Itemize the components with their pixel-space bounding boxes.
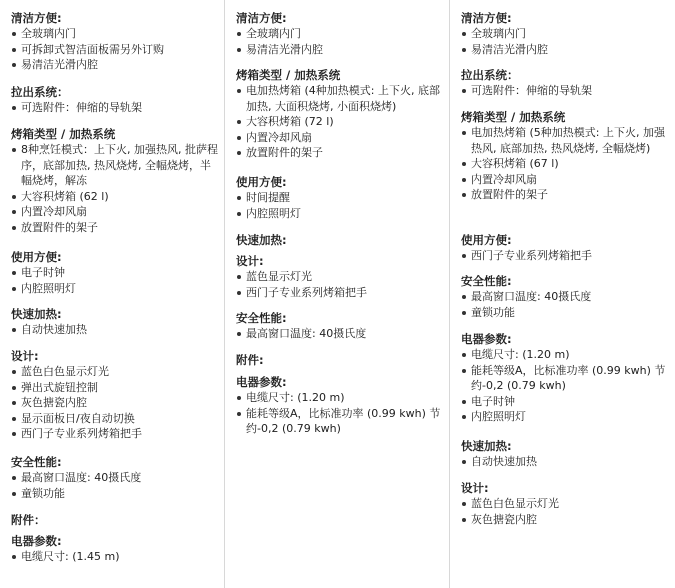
list-item: 灰色搪瓷内腔	[461, 512, 671, 528]
list-item: 可选附件：伸缩的导轨架	[11, 100, 220, 116]
list-item: 西门子专业系列烤箱把手	[236, 285, 445, 301]
list-item: 电缆尺寸: (1.20 m)	[461, 347, 671, 363]
section-heading: 清洁方便:	[461, 11, 512, 25]
list-item: 电缆尺寸: (1.20 m)	[236, 390, 445, 406]
list-item: 最高窗口温度: 40摄氏度	[11, 470, 220, 486]
feature-list	[11, 26, 220, 73]
section-design	[461, 480, 671, 527]
section-heading: 附件:	[236, 353, 264, 367]
section-heading: 使用方便:	[461, 233, 512, 247]
feature-list	[236, 390, 445, 437]
list-item: 8种烹饪模式：上下火, 加强热风, 批萨程序，底部加热, 热风烧烤, 全幅烧烤，半幅烧烤，解冻	[11, 142, 220, 189]
list-item: 可拆卸式智洁面板需另外订购	[11, 42, 220, 58]
section-safety	[11, 454, 220, 501]
section-heading: 电器参数:	[236, 375, 287, 389]
section-pullout	[461, 67, 671, 99]
feature-list	[461, 454, 671, 470]
section-heading: 快速加热:	[461, 439, 512, 453]
list-item: 自动快速加热	[11, 322, 220, 338]
list-item: 西门子专业系列烤箱把手	[461, 248, 671, 264]
feature-list	[461, 347, 671, 425]
section-heading: 拉出系统：	[461, 68, 519, 82]
list-item: 电子时钟	[11, 265, 220, 281]
list-item: 大容积烤箱 (72 l)	[236, 114, 445, 130]
section-cleaning	[461, 10, 671, 57]
list-item: 蓝色白色显示灯光	[11, 364, 220, 380]
list-item: 大容积烤箱 (67 l)	[461, 156, 671, 172]
spec-column-1	[0, 0, 224, 588]
feature-list	[11, 549, 220, 565]
section-cleaning	[11, 10, 220, 73]
feature-list	[236, 83, 445, 161]
section-heading: 设计:	[461, 481, 489, 495]
list-item: 内腔照明灯	[11, 281, 220, 297]
list-item: 全玻璃内门	[461, 26, 671, 42]
feature-list	[236, 269, 445, 300]
feature-list	[461, 83, 671, 99]
section-electrical	[461, 331, 671, 425]
section-electrical	[236, 374, 445, 437]
feature-list	[461, 248, 671, 264]
list-item: 童锁功能	[461, 305, 671, 321]
feature-list	[11, 100, 220, 116]
list-item: 内置冷却风扇	[461, 172, 671, 188]
section-heading: 安全性能:	[11, 455, 62, 469]
section-design	[236, 253, 445, 300]
section-oven-type	[236, 67, 445, 161]
list-item: 内腔照明灯	[461, 409, 671, 425]
section-heading: 安全性能:	[461, 274, 512, 288]
section-heading: 电器参数:	[11, 534, 62, 548]
list-item: 电加热烤箱 (5种加热模式: 上下火, 加强热风, 底部加热, 热风烧烤, 全幅烧烤)	[461, 125, 671, 156]
list-item: 电子时钟	[461, 394, 671, 410]
section-usability	[11, 249, 220, 296]
section-heading: 快速加热:	[11, 307, 62, 321]
section-heading: 电器参数:	[461, 332, 512, 346]
feature-list	[236, 326, 445, 342]
section-fast-heating	[236, 232, 445, 248]
feature-list	[11, 364, 220, 442]
section-heading: 清洁方便:	[236, 11, 287, 25]
spec-column-2	[225, 0, 449, 588]
list-item: 全玻璃内门	[11, 26, 220, 42]
list-item: 易清洁光滑内腔	[11, 57, 220, 73]
list-item: 灰色搪瓷内腔	[11, 395, 220, 411]
section-accessories	[236, 352, 445, 368]
list-item: 能耗等级A，比标准功率 (0.99 kwh) 节约-0,2 (0.79 kwh)	[461, 363, 671, 394]
section-heading: 拉出系统：	[11, 85, 69, 99]
list-item: 易清洁光滑内腔	[461, 42, 671, 58]
section-heading: 使用方便:	[11, 250, 62, 264]
section-fast-heating	[461, 438, 671, 470]
section-heading: 附件：	[11, 513, 46, 527]
section-usability	[461, 232, 671, 264]
section-pullout	[11, 84, 220, 116]
feature-list	[11, 470, 220, 501]
list-item: 最高窗口温度: 40摄氏度	[461, 289, 671, 305]
list-item: 可选附件：伸缩的导轨架	[461, 83, 671, 99]
feature-list	[11, 142, 220, 235]
feature-list	[11, 322, 220, 338]
section-design	[11, 348, 220, 442]
list-item: 电加热烤箱 (4种加热模式: 上下火, 底部加热, 大面积烧烤, 小面积烧烤)	[236, 83, 445, 114]
section-safety	[461, 273, 671, 320]
list-item: 内置冷却风扇	[236, 130, 445, 146]
section-heading: 设计:	[236, 254, 264, 268]
list-item: 蓝色显示灯光	[236, 269, 445, 285]
section-heading: 快速加热:	[236, 233, 287, 247]
section-oven-type	[11, 126, 220, 235]
section-accessories	[11, 512, 220, 528]
section-oven-type	[461, 109, 671, 203]
list-item: 最高窗口温度: 40摄氏度	[236, 326, 445, 342]
list-item: 时间提醒	[236, 190, 445, 206]
feature-list	[461, 289, 671, 320]
section-heading: 烤箱类型 / 加热系统	[11, 127, 116, 141]
list-item: 全玻璃内门	[236, 26, 445, 42]
feature-list	[461, 26, 671, 57]
section-electrical	[11, 533, 220, 565]
feature-list	[236, 26, 445, 57]
section-heading: 烤箱类型 / 加热系统	[236, 68, 341, 82]
list-item: 内置冷却风扇	[11, 204, 220, 220]
list-item: 电缆尺寸: (1.45 m)	[11, 549, 220, 565]
list-item: 显示面板日/夜自动切换	[11, 411, 220, 427]
list-item: 能耗等级A，比标准功率 (0.99 kwh) 节约-0,2 (0.79 kwh)	[236, 406, 445, 437]
list-item: 内腔照明灯	[236, 206, 445, 222]
section-heading: 清洁方便:	[11, 11, 62, 25]
list-item: 易清洁光滑内腔	[236, 42, 445, 58]
list-item: 大容积烤箱 (62 l)	[11, 189, 220, 205]
list-item: 西门子专业系列烤箱把手	[11, 426, 220, 442]
section-heading: 使用方便:	[236, 175, 287, 189]
section-heading: 烤箱类型 / 加热系统	[461, 110, 566, 124]
list-item: 放置附件的架子	[236, 145, 445, 161]
list-item: 自动快速加热	[461, 454, 671, 470]
list-item: 童锁功能	[11, 486, 220, 502]
spec-column-3	[450, 0, 675, 588]
feature-list	[461, 125, 671, 203]
feature-list	[236, 190, 445, 221]
list-item: 放置附件的架子	[11, 220, 220, 236]
list-item: 蓝色白色显示灯光	[461, 496, 671, 512]
section-fast-heating	[11, 306, 220, 338]
feature-list	[11, 265, 220, 296]
section-heading: 安全性能:	[236, 311, 287, 325]
list-item: 弹出式旋钮控制	[11, 380, 220, 396]
feature-list	[461, 496, 671, 527]
section-cleaning	[236, 10, 445, 57]
section-usability	[236, 174, 445, 221]
list-item: 放置附件的架子	[461, 187, 671, 203]
section-heading: 设计:	[11, 349, 39, 363]
section-safety	[236, 310, 445, 342]
